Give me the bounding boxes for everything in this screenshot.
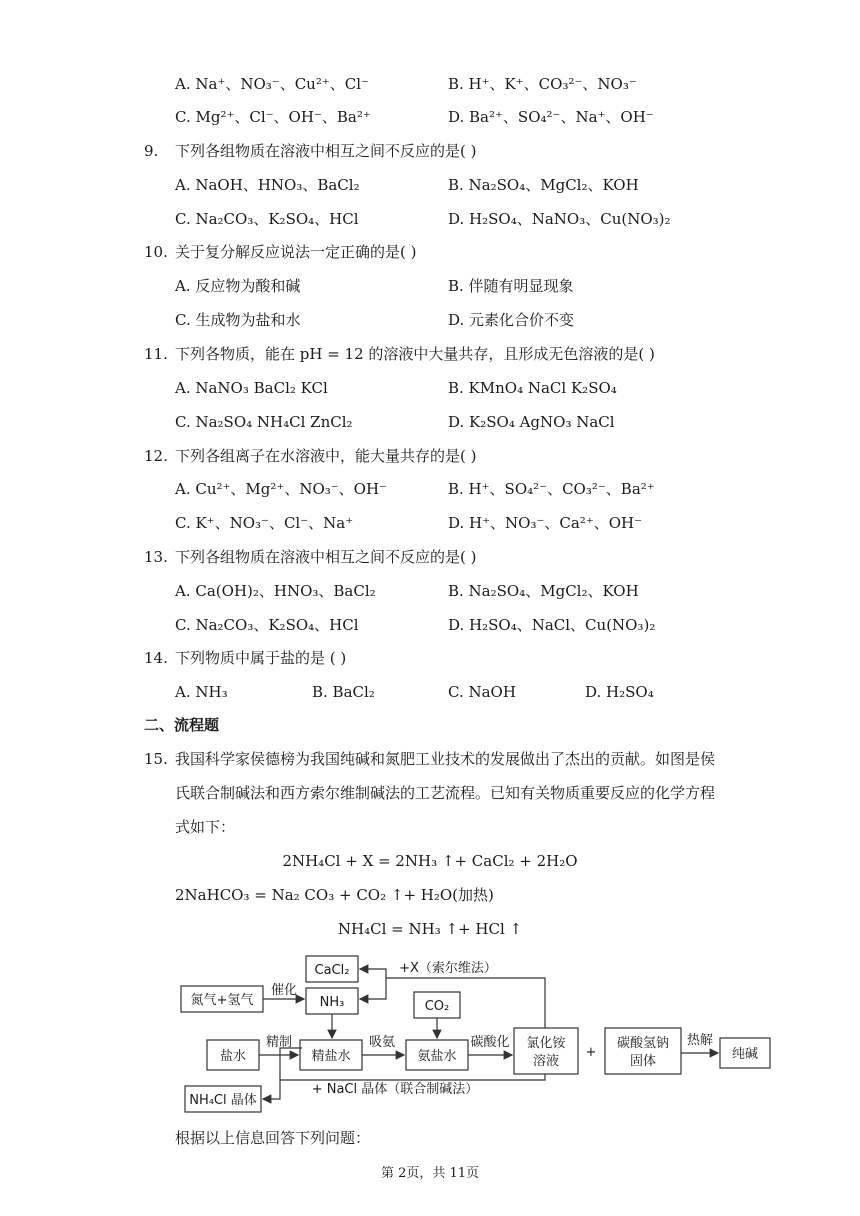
question-stem: 下列各组离子在水溶液中，能大量共存的是( ) — [175, 447, 477, 465]
option-line: B. Na₂SO₄、MgCl₂、KOH — [448, 176, 639, 194]
lbl-nahco3-1: 碳酸氢钠 — [616, 1036, 670, 1051]
question-number: 13. — [144, 548, 168, 566]
option-line: D. H₂SO₄ — [585, 683, 654, 701]
answer-prompt: 根据以上信息回答下列问题： — [175, 1129, 371, 1147]
option-line: A. Cu²⁺、Mg²⁺、NO₃⁻、OH⁻ — [175, 480, 387, 498]
option-line: C. Na₂SO₄ NH₄Cl ZnCl₂ — [175, 413, 353, 431]
option-line: A. Ca(OH)₂、HNO₃、BaCl₂ — [175, 582, 376, 600]
option-line: B. H⁺、SO₄²⁻、CO₃²⁻、Ba²⁺ — [448, 480, 655, 498]
equation-1: 2NH₄Cl + X = 2NH₃ ↑+ CaCl₂ + 2H₂O — [282, 852, 578, 870]
equation-3: NH₄Cl = NH₃ ↑+ HCl ↑ — [337, 920, 523, 938]
option-line: B. Na₂SO₄、MgCl₂、KOH — [448, 582, 639, 600]
question-number: 15. — [144, 750, 168, 768]
option-line: D. H⁺、NO₃⁻、Ca²⁺、OH⁻ — [448, 514, 643, 532]
option-line: A. NaOH、HNO₃、BaCl₂ — [175, 176, 360, 194]
q15-text-line-3: 式如下： — [175, 818, 236, 836]
lbl-nh4cl-solution-2: 溶液 — [532, 1054, 560, 1069]
question-stem: 关于复分解反应说法一定正确的是( ) — [175, 243, 417, 261]
q15-text-line-2: 氏联合制碱法和西方索尔维制碱法的工艺流程。已知有关物质重要反应的化学方程 — [175, 784, 716, 802]
option-line: D. K₂SO₄ AgNO₃ NaCl — [448, 413, 615, 431]
option-line: C. K⁺、NO₃⁻、Cl⁻、Na⁺ — [175, 514, 354, 532]
lbl-absorb-ammonia: 吸氨 — [368, 1035, 396, 1050]
lbl-soda: 纯碱 — [731, 1047, 759, 1062]
question-number: 12. — [144, 447, 168, 465]
lbl-co2: CO₂ — [424, 999, 450, 1014]
question-stem: 我国科学家侯德榜为我国纯碱和氮肥工业技术的发展做出了杰出的贡献。如图是侯 — [175, 750, 716, 768]
lbl-catalyze: 催化 — [270, 983, 298, 998]
question-number: 14. — [144, 649, 168, 667]
lbl-brine: 盐水 — [219, 1049, 247, 1064]
option-line: D. H₂SO₄、NaCl、Cu(NO₃)₂ — [448, 616, 656, 634]
question-number: 10. — [144, 243, 168, 261]
lbl-refined-brine: 精盐水 — [311, 1049, 351, 1064]
lbl-hou: + NaCl 晶体（联合制碱法） — [311, 1082, 479, 1097]
question-number: 11. — [144, 345, 168, 363]
lbl-nahco3-2: 固体 — [629, 1054, 657, 1069]
lbl-refine: 精制 — [265, 1035, 293, 1050]
question-number: 9. — [144, 142, 159, 160]
option-line: C. 生成物为盐和水 — [175, 311, 301, 329]
lbl-solvay: +X（索尔维法） — [399, 961, 497, 976]
question-stem: 下列物质中属于盐的是 ( ) — [175, 649, 347, 667]
lbl-ammonia-brine: 氨盐水 — [417, 1049, 457, 1064]
option-line: C. NaOH — [448, 683, 516, 701]
option-line: C. Mg²⁺、Cl⁻、OH⁻、Ba²⁺ — [175, 108, 371, 126]
question-stem: 下列各组物质在溶液中相互之间不反应的是( ) — [175, 142, 477, 160]
lbl-nh3: NH₃ — [319, 995, 345, 1010]
option-line: D. 元素化合价不变 — [448, 311, 575, 329]
option-line: A. Na⁺、NO₃⁻、Cu²⁺、Cl⁻ — [175, 75, 369, 93]
lbl-plus: + — [585, 1045, 597, 1060]
lbl-n2h2: 氮气+氢气 — [190, 993, 254, 1008]
process-flow-diagram — [0, 948, 860, 1118]
section-title: 二、流程题 — [144, 716, 220, 734]
lbl-cacl2: CaCl₂ — [314, 963, 350, 978]
question-stem: 下列各物质，能在 pH = 12 的溶液中大量共存，且形成无色溶液的是( ) — [175, 345, 655, 363]
option-line: C. Na₂CO₃、K₂SO₄、HCl — [175, 616, 359, 634]
option-line: D. H₂SO₄、NaNO₃、Cu(NO₃)₂ — [448, 210, 671, 228]
option-line: B. H⁺、K⁺、CO₃²⁻、NO₃⁻ — [448, 75, 637, 93]
lbl-nh4cl-crystal: NH₄Cl 晶体 — [189, 1093, 257, 1108]
option-line: A. NaNO₃ BaCl₂ KCl — [175, 379, 328, 397]
lbl-nh4cl-solution-1: 氯化铵 — [526, 1036, 566, 1051]
option-line: D. Ba²⁺、SO₄²⁻、Na⁺、OH⁻ — [448, 108, 654, 126]
option-line: B. BaCl₂ — [312, 683, 375, 701]
option-line: A. NH₃ — [175, 683, 228, 701]
option-line: B. 伴随有明显现象 — [448, 277, 574, 295]
page-footer: 第 2页，共 11页 — [380, 1166, 480, 1181]
question-stem: 下列各组物质在溶液中相互之间不反应的是( ) — [175, 548, 477, 566]
option-line: B. KMnO₄ NaCl K₂SO₄ — [448, 379, 617, 397]
option-line: C. Na₂CO₃、K₂SO₄、HCl — [175, 210, 359, 228]
lbl-carbonate: 碳酸化 — [470, 1035, 510, 1050]
option-line: A. 反应物为酸和碱 — [175, 277, 301, 295]
equation-2: 2NaHCO₃ = Na₂ CO₃ + CO₂ ↑+ H₂O(加热) — [175, 886, 494, 904]
lbl-heat: 热解 — [686, 1033, 714, 1048]
